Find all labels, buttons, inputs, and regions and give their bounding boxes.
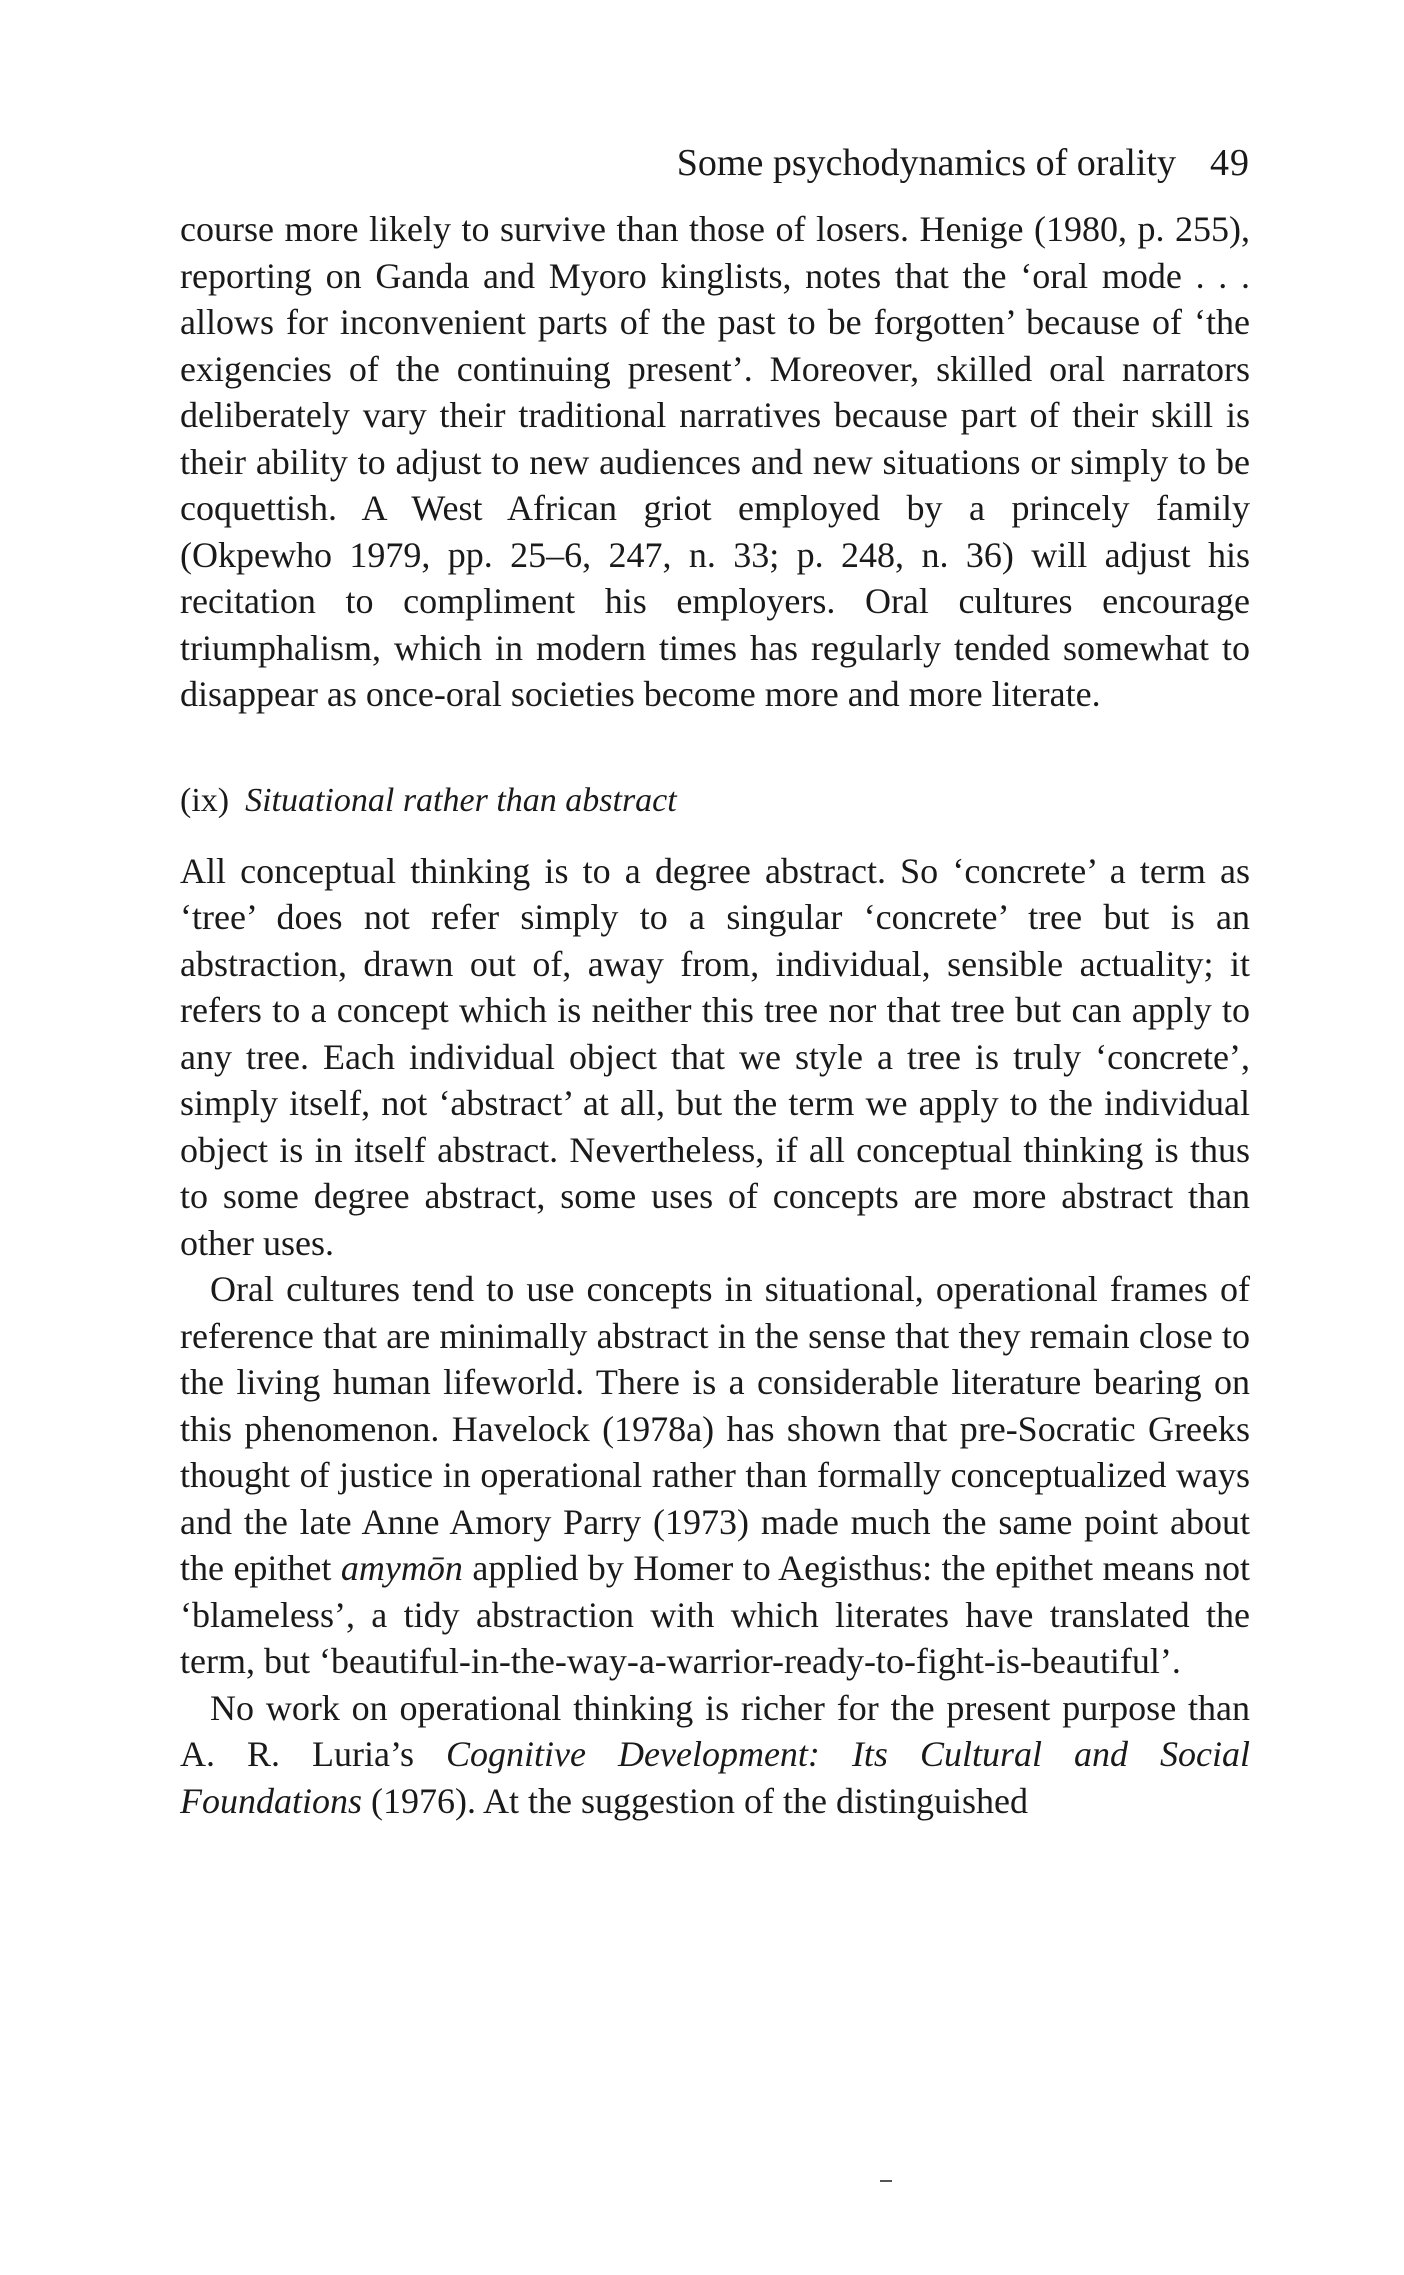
- paragraph-3-italic-term: amymōn: [340, 1548, 463, 1588]
- section-heading: [180, 778, 1250, 824]
- paragraph-3-text-a: Oral cultures tend to use concepts in situational, operational frames of reference that are minimally abstract in the sense that they remain close to the living human lifeworld. There is a considerable literature bearing on this phenomenon. Havelock (1978a) has shown that pre-Socratic Greeks thought of justice in operational rather than formally conceptualized ways and the late Anne Amory Parry (1973) made much the same point about the epithet: [180, 1269, 1250, 1588]
- paragraph-3: [180, 1266, 1250, 1685]
- paragraph-2: All conceptual thinking is to a degree abstract. So ‘concrete’ a term as ‘tree’ does not refer simply to a singular ‘concrete’ tree but is an abstraction, drawn out of, away from, individual, sensible actuality; it refers to a concept which is neither this tree nor that tree but can apply to any tree. Each individual object that we style a tree is truly ‘concrete’, simply itself, not ‘abstract’ at all, but the term we apply to the individual object is in itself abstract. Nevertheless, if all conceptual thinking is thus to some degree abstract, some uses of concepts are more abstract than other uses.: [180, 850, 1250, 1263]
- section-number: (ix): [180, 781, 230, 819]
- running-head: [180, 140, 1250, 186]
- book-page: [180, 140, 1250, 1824]
- paragraph-4-text-b: (1976). At the suggestion of the distinguished: [362, 1780, 1028, 1821]
- page-number: 49: [1210, 142, 1250, 184]
- paragraph-3-text-b: applied by Homer to Aegisthus: the epithet means not ‘blameless’, a tidy abstraction with which literates have translated the term, but ‘beautiful-in-the-way-a-warrior-ready-to-fight-is-beautiful’.: [180, 1548, 1250, 1681]
- section-title: Situational rather than abstract: [245, 781, 677, 819]
- running-head-title: Some psychodynamics of orality: [676, 142, 1176, 184]
- page-foot-mark: [880, 2180, 892, 2182]
- paragraph-4-text-a: No work on operational thinking is richer for the present purpose than A. R. Luria’s: [180, 1687, 1250, 1774]
- paragraph-4: [180, 1685, 1250, 1825]
- paragraph-1: course more likely to survive than those of losers. Henige (1980, p. 255), reporting on Ganda and Myoro kinglists, notes that the ‘oral mode . . . allows for inconvenient parts of the past to be forgotten’ because of ‘the exigencies of the continuing present’. Moreover, skilled oral narrators deliberately vary their traditional narratives because part of their skill is their ability to adjust to new audiences and new situations or simply to be coquettish. A West African griot employed by a princely family (Okpewho 1979, pp. 25–6, 247, n. 33; p. 248, n. 36) will adjust his recitation to compliment his employers. Oral cultures encourage triumphalism, which in modern times has regularly tended somewhat to disappear as once-oral societies become more and more literate.: [180, 209, 1250, 714]
- paragraph-4-book-title: Cognitive Development: Its Cultural and Social Foundations: [180, 1734, 1250, 1821]
